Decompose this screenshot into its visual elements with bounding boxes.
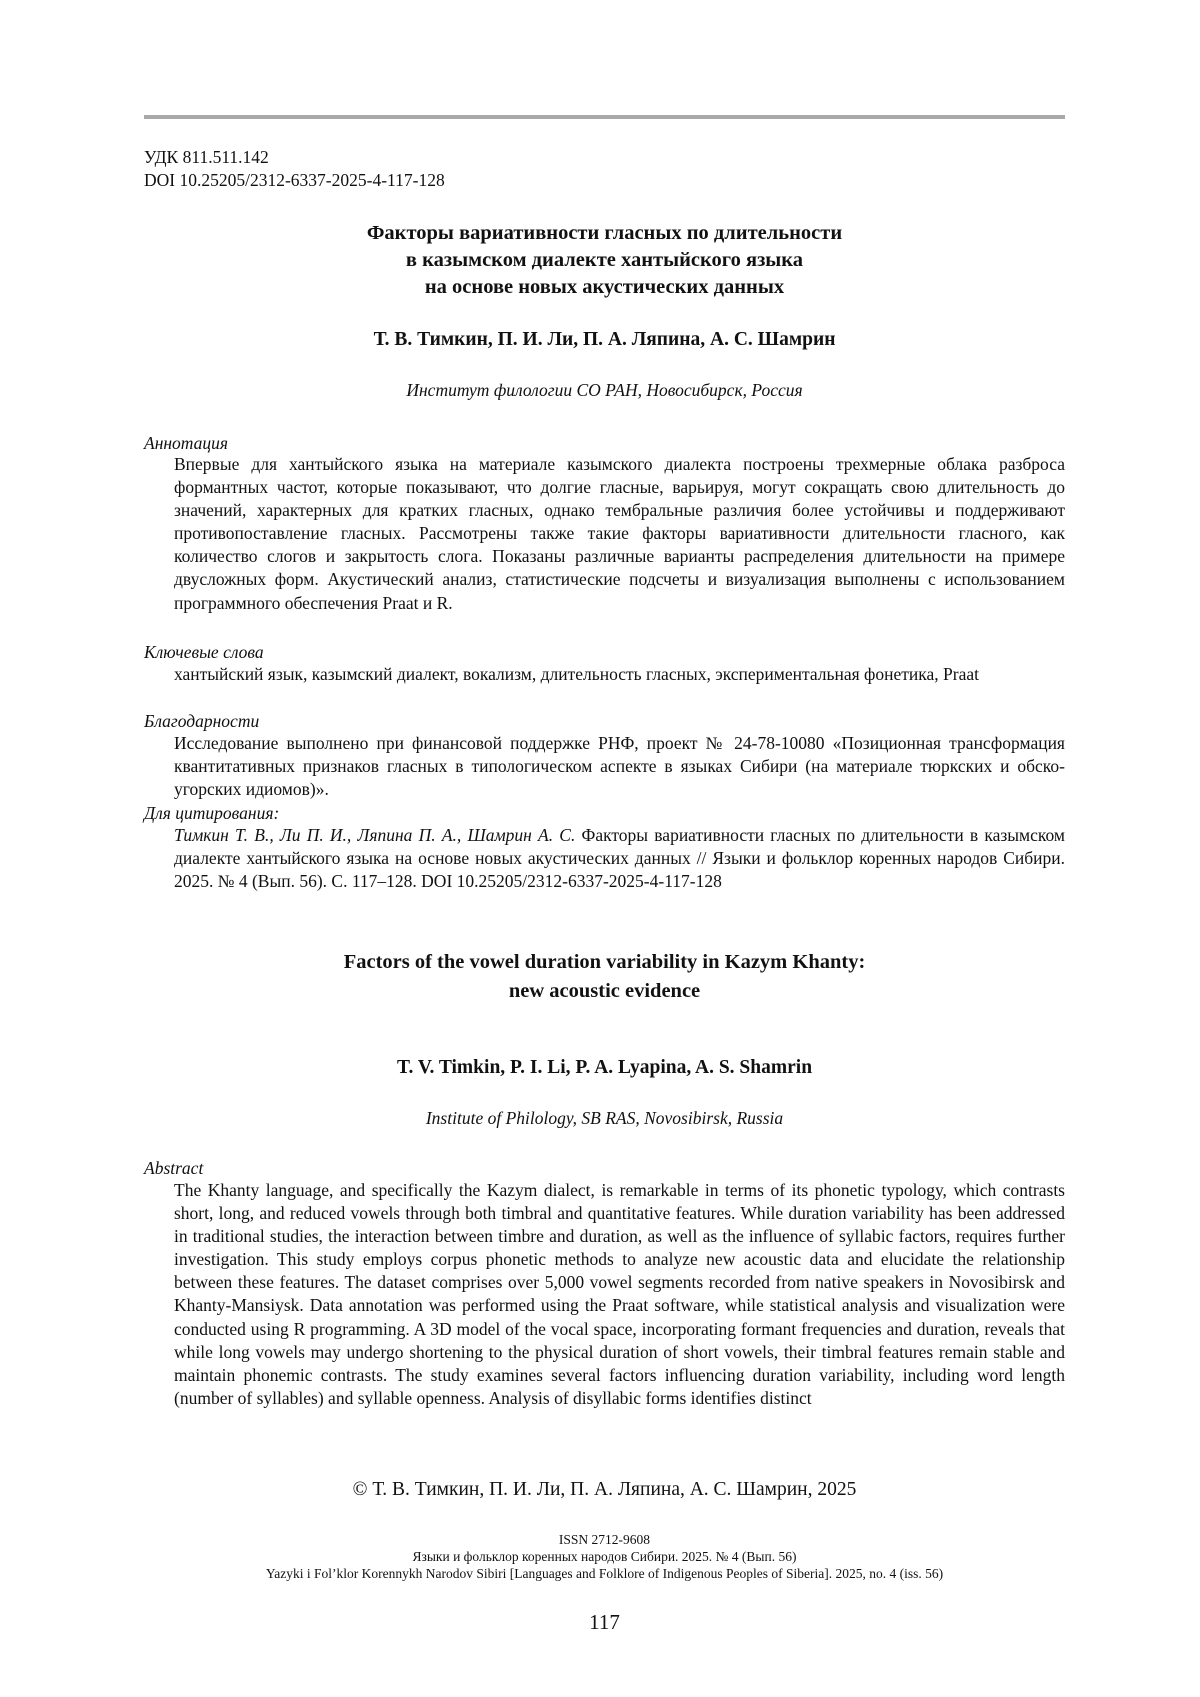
en-institution: Institute of Philology, SB RAS, Novosibirsk, Russia	[425, 1108, 784, 1128]
ru-annotation-label: Аннотация	[144, 433, 229, 453]
ru-authors: Т. В. Тимкин, П. И. Ли, П. А. Ляпина, А. С. Шамрин	[373, 329, 836, 350]
en-abstract-text: The Khanty language, and specifically the Kazym dialect, is remarkable in terms of its phonetic typology, which contrasts short, long, and reduced vowels through both timbral and quantitative features. While duration variability has been addressed in traditional studies, the interaction between timbre and duration, as well as the influence of syllabic factors, requires further investigation. This study employs corpus phonetic methods to analyze new acoustic data and elucidate the relationship between these features. The dataset comprises over 5,000 vowel segments recorded from native speakers in Novosibirsk and Khanty-Mansiysk. Data annotation was performed using the Praat software, while statistical analysis and visualization were conducted using R programming. A 3D model of the vocal space, incorporating formant frequencies and duration, reveals that while long vowels may undergo shortening to the physical duration of short vowels, their timbral features remain stable and maintain phonemic contrasts. The study examines several factors influencing duration variability, including word length (number of syllables) and syllable openness. Analysis of disyllabic forms identifies distinct	[174, 1180, 1065, 1408]
en-title	[144, 948, 1065, 1006]
ru-title	[144, 220, 1065, 301]
en-title-line: new acoustic evidence	[508, 980, 701, 1002]
ru-title-line: на основе новых акустических данных	[424, 276, 785, 298]
journal-footer	[144, 1531, 1065, 1582]
ru-citation-label: Для цитирования:	[144, 803, 280, 823]
citation-authors: Тимкин Т. В., Ли П. И., Ляпина П. А., Шамрин А. С.	[174, 825, 576, 845]
ru-title-line: Факторы вариативности гласных по длительности	[366, 222, 843, 244]
ru-thanks-text: Исследование выполнено при финансовой поддержке РНФ, проект № 24-78-10080 «Позиционная трансформация квантитативных признаков гласных в типологическом аспекте в языках Сибири (на материале тюркских и обско-угорских идиомов)».	[174, 733, 1065, 800]
ru-keywords-label: Ключевые слова	[144, 642, 264, 662]
page-number: 117	[589, 1610, 620, 1634]
journal-ru: Языки и фольклор коренных народов Сибири. 2025. № 4 (Вып. 56)	[412, 1549, 797, 1564]
ru-annotation-text: Впервые для хантыйского языка на материале казымского диалекта построены трехмерные облака разброса формантных частот, которые показывают, что долгие гласные, варьируя, могут сокращать свою длительность до значений, характерных для кратких гласных, однако тембральные различия более устойчивы и поддерживают противопоставление гласных. Рассмотрены также такие факторы вариативности длительности гласного, как количество слогов и закрытость слога. Показаны различные варианты распределения длительности на примере двусложных форм. Акустический анализ, статистические подсчеты и визуализация выполнены с использованием программного обеспечения Praat и R.	[174, 454, 1065, 613]
issn: ISSN 2712-9608	[558, 1532, 651, 1547]
journal-en: Yazyki i Fol’klor Korennykh Narodov Sibiri [Languages and Folklore of Indigenous Peoples of Siberia]. 2025, no. 4 (iss. 56)	[265, 1566, 944, 1581]
en-abstract-label: Abstract	[144, 1158, 204, 1178]
doi: DOI 10.25205/2312-6337-2025-4-117-128	[144, 170, 445, 190]
top-rule	[144, 115, 1065, 119]
ru-keywords-text: хантыйский язык, казымский диалект, вокализм, длительность гласных, экспериментальная фонетика, Praat	[174, 664, 980, 684]
ru-institution: Институт филологии СО РАН, Новосибирск, Россия	[406, 380, 803, 400]
article-meta	[144, 146, 445, 192]
udk-code: УДК 811.511.142	[144, 147, 269, 167]
copyright: © Т. В. Тимкин, П. И. Ли, П. А. Ляпина, А. С. Шамрин, 2025	[352, 1479, 857, 1500]
en-title-line: Factors of the vowel duration variability in Kazym Khanty:	[343, 951, 866, 973]
ru-title-line: в казымском диалекте хантыйского языка	[405, 249, 804, 271]
ru-citation	[174, 824, 1065, 893]
en-authors: T. V. Timkin, P. I. Li, P. A. Lyapina, A. S. Shamrin	[396, 1057, 813, 1078]
citation-text: Факторы вариативности гласных по длительности в казымском диалекте хантыйского языка на основе новых акустических данных // Языки и фольклор коренных народов Сибири. 2025. № 4 (Вып. 56). С. 117–128. DOI 10.25205/2312-6337-2025-4-117-128	[174, 825, 1065, 892]
ru-thanks-label: Благодарности	[144, 711, 260, 731]
